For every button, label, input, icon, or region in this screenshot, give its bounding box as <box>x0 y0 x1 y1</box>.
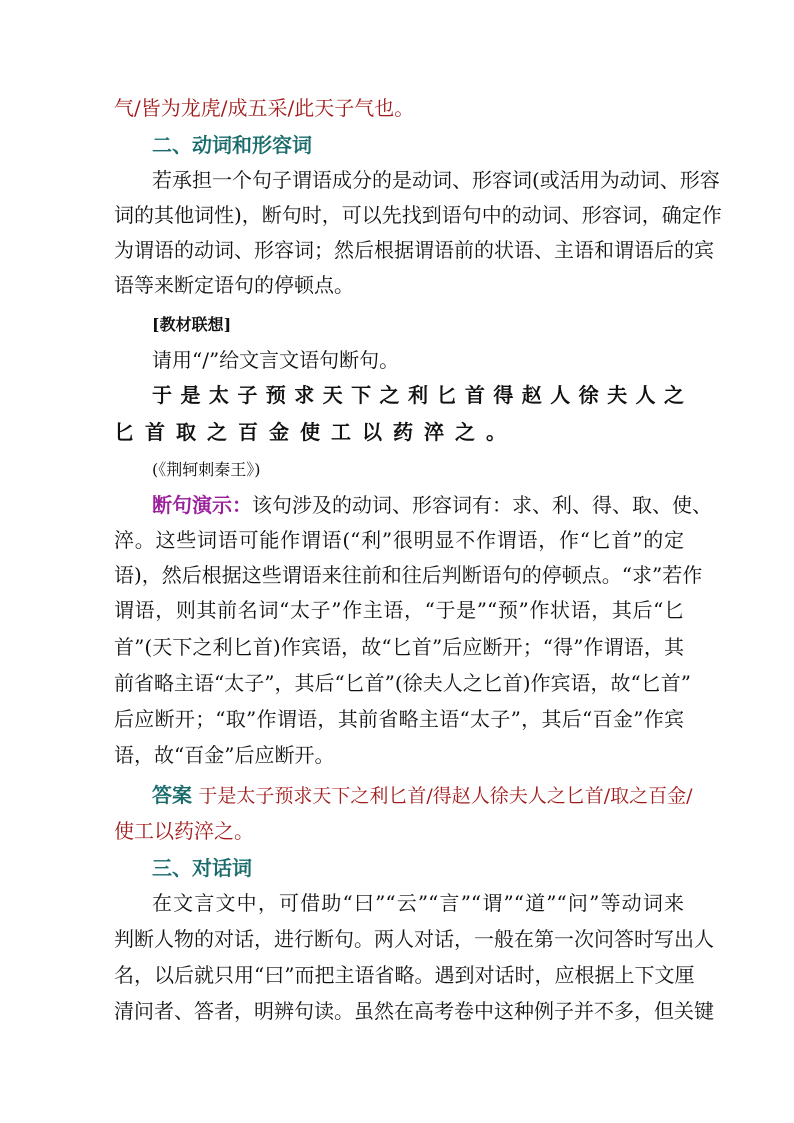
section-heading-verbs-adjectives: 二、动词和形容词 <box>152 133 312 157</box>
demo-line: 首”(天下之利匕首)作宾语，故“匕首”后应断开；“得”作谓语，其 <box>114 635 684 659</box>
answer-label: 答案 <box>152 783 192 807</box>
demo-line: 淬。这些词语可能作谓语(“利”很明显不作谓语，作“匕首”的定 <box>114 528 684 552</box>
paragraph-line: 在文言文中，可借助“曰”“云”“言”“谓”“道”“问”等动词来 <box>152 891 684 915</box>
demo-line: 语，故“百金”后应断开。 <box>114 743 335 767</box>
paragraph-line: 若承担一个句子谓语成分的是动词、形容词(或活用为动词、形容 <box>152 168 720 192</box>
paragraph-line: 判断人物的对话，进行断句。两人对话，一般在第一次问答时写出人 <box>114 927 714 951</box>
exercise-sentence-line: 于是太子预求天下之利匕首得赵人徐夫人之 <box>152 383 684 407</box>
paragraph-line: 名，以后就只用“曰”而把主语省略。遇到对话时，应根据上下文厘 <box>114 963 695 987</box>
answer-first-line <box>152 780 693 811</box>
textbook-association-tag: [教材联想] <box>152 315 232 334</box>
answer-second-line: 使工以药淬之。 <box>114 819 254 843</box>
answer-text: 于是太子预求天下之利匕首/得赵人徐夫人之匕首/取之百金/ <box>198 785 693 807</box>
demo-line: 谓语，则其前名词“太子”作主语，“于是”“预”作状语，其后“匕 <box>114 598 684 622</box>
demo-line: 前省略主语“太子”，其后“匕首”(徐夫人之匕首)作宾语，故“匕首” <box>114 671 691 695</box>
demo-line: 后应断开；“取”作谓语，其前省略主语“太子”，其后“百金”作宾 <box>114 707 684 731</box>
answer-continuation-line: 气/皆为龙虎/成五采/此天子气也。 <box>114 96 415 120</box>
demo-first-line <box>152 490 712 520</box>
paragraph-line: 为谓语的动词、形容词；然后根据谓语前的状语、主语和谓语后的宾 <box>114 238 714 262</box>
demo-line: 语)，然后根据这些谓语来往前和往后判断语句的停顿点。“求”若作 <box>114 563 703 587</box>
demo-text: 该句涉及的动词、形容词有：求、利、得、取、使、 <box>252 493 712 517</box>
section-heading-dialogue-words: 三、对话词 <box>152 856 252 880</box>
demo-label: 断句演示： <box>152 493 252 517</box>
paragraph-line: 词的其他词性)，断句时，可以先找到语句中的动词、形容词，确定作 <box>114 203 722 227</box>
exercise-sentence-line: 匕首取之百金使工以药淬之。 <box>114 420 517 444</box>
paragraph-line: 语等来断定语句的停顿点。 <box>114 273 354 297</box>
exercise-instruction: 请用“/”给文言文语句断句。 <box>152 348 400 372</box>
source-citation: (《荆轲刺秦王》) <box>152 460 261 479</box>
paragraph-line: 清问者、答者，明辨句读。虽然在高考卷中这种例子并不多，但关键 <box>114 999 714 1023</box>
